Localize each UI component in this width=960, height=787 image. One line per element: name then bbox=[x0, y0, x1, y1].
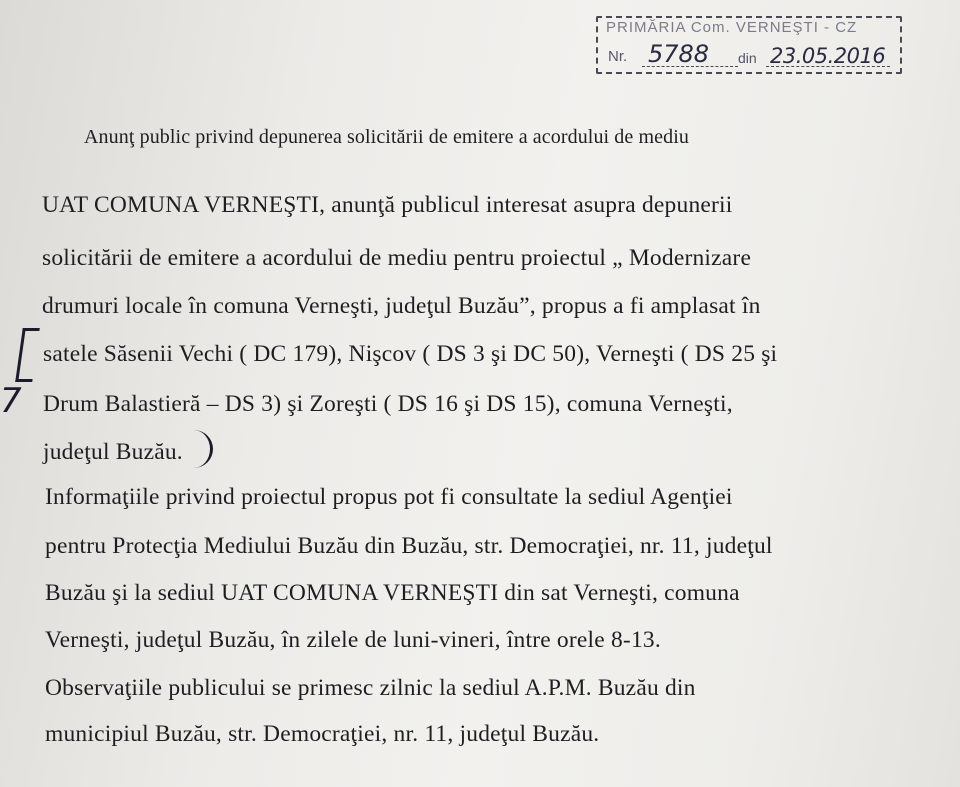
stamp-din-underline bbox=[766, 66, 890, 67]
stamp-din-label: din bbox=[738, 50, 757, 66]
handwritten-bracket-mark bbox=[15, 328, 40, 382]
stamp-nr-label: Nr. bbox=[608, 48, 628, 65]
stamp-nr-underline bbox=[642, 66, 738, 67]
stamp-institution: PRIMĂRIA Com. VERNEŞTI - CZ bbox=[606, 19, 858, 36]
handwritten-margin-number: 7 bbox=[0, 381, 22, 421]
stamp-din-value: 23.05.2016 bbox=[770, 44, 886, 68]
registration-stamp bbox=[596, 16, 902, 74]
handwritten-closing-paren-mark bbox=[192, 430, 213, 468]
document-title: Anunţ public privind depunerea solicitării de emitere a acordului de mediu bbox=[84, 126, 689, 148]
stamp-nr-value: 5788 bbox=[648, 40, 710, 68]
